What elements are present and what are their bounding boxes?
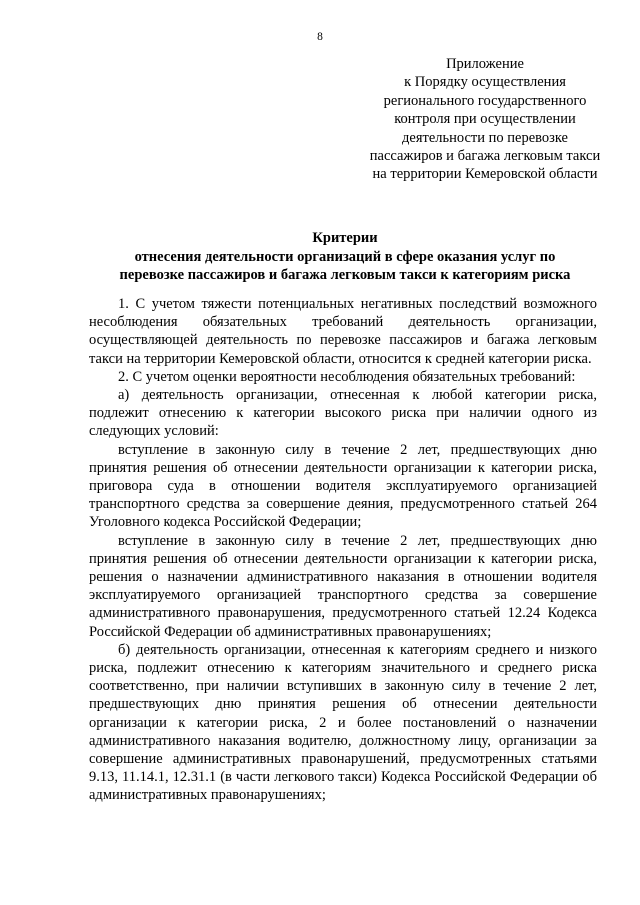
appendix-line: на территории Кемеровской области [372, 166, 598, 183]
paragraph-2b: б) деятельность организации, отнесенная к категориям среднего и низкого риска, подлежит отнесению к категориям значительного и среднего риска соответственно, при наличии вступивших в законную силу в течение 2 лет, предшествующих дню принятия решения об отнесении деятельности организации к категории риска, 2 и более постановлений о назначении административного наказания водителю, должностному лицу, организации за совершение административных правонарушений, предусмотренных статьями 9.13, 11.14.1, 12.31.1 (в части легкового такси) Кодекса Российской Федерации об административных правонарушениях; [89, 641, 597, 804]
heading-line: перевозке пассажиров и багажа легковым такси к категориям риска [119, 267, 571, 283]
appendix-note [330, 55, 640, 184]
paragraph-2a-condition-2: вступление в законную силу в течение 2 лет, предшествующих дню принятия решения об отнесении деятельности организации к категории риска, решения о назначении административного наказания в отношении водителя эксплуатируемого организацией транспортного средства за совершение административного правонарушения, предусмотренного статьей 12.24 Кодекса Российской Федерации об административных правонарушениях; [89, 532, 597, 640]
appendix-line: к Порядку осуществления [404, 74, 566, 91]
paragraph-2a: а) деятельность организации, отнесенная к любой категории риска, подлежит отнесению к категории высокого риска при наличии одного из следующих условий: [89, 387, 597, 440]
heading-line: отнесения деятельности организаций в сфере оказания услуг по [134, 248, 556, 265]
appendix-line: деятельности по перевозке [402, 129, 568, 146]
paragraph-1: 1. С учетом тяжести потенциальных негативных последствий возможного несоблюдения обязательных требований деятельность организации, осуществляющей деятельность по перевозке пассажиров и багажа легковым такси на территории Кемеровской области, относится к средней категории риска. [89, 296, 597, 367]
appendix-line: Приложение [446, 56, 524, 72]
appendix-line: пассажиров и багажа легковым такси [369, 148, 601, 165]
appendix-line: контроля при осуществлении [394, 111, 576, 128]
paragraph-2a-condition-1: вступление в законную силу в течение 2 лет, предшествующих дню принятия решения об отнесении деятельности организации к категории риска, приговора суда в отношении водителя эксплуатируемого организацией транспортного средства за совершение деяния, предусмотренного статьей 264 Уголовного кодекса Российской Федерации; [89, 441, 597, 531]
document-body [89, 295, 597, 805]
appendix-line: регионального государственного [383, 92, 587, 109]
page-number: 8 [317, 31, 323, 43]
heading-line: Критерии [312, 230, 378, 246]
document-heading [80, 229, 610, 285]
paragraph-2: 2. С учетом оценки вероятности несоблюдения обязательных требований: [118, 368, 576, 385]
